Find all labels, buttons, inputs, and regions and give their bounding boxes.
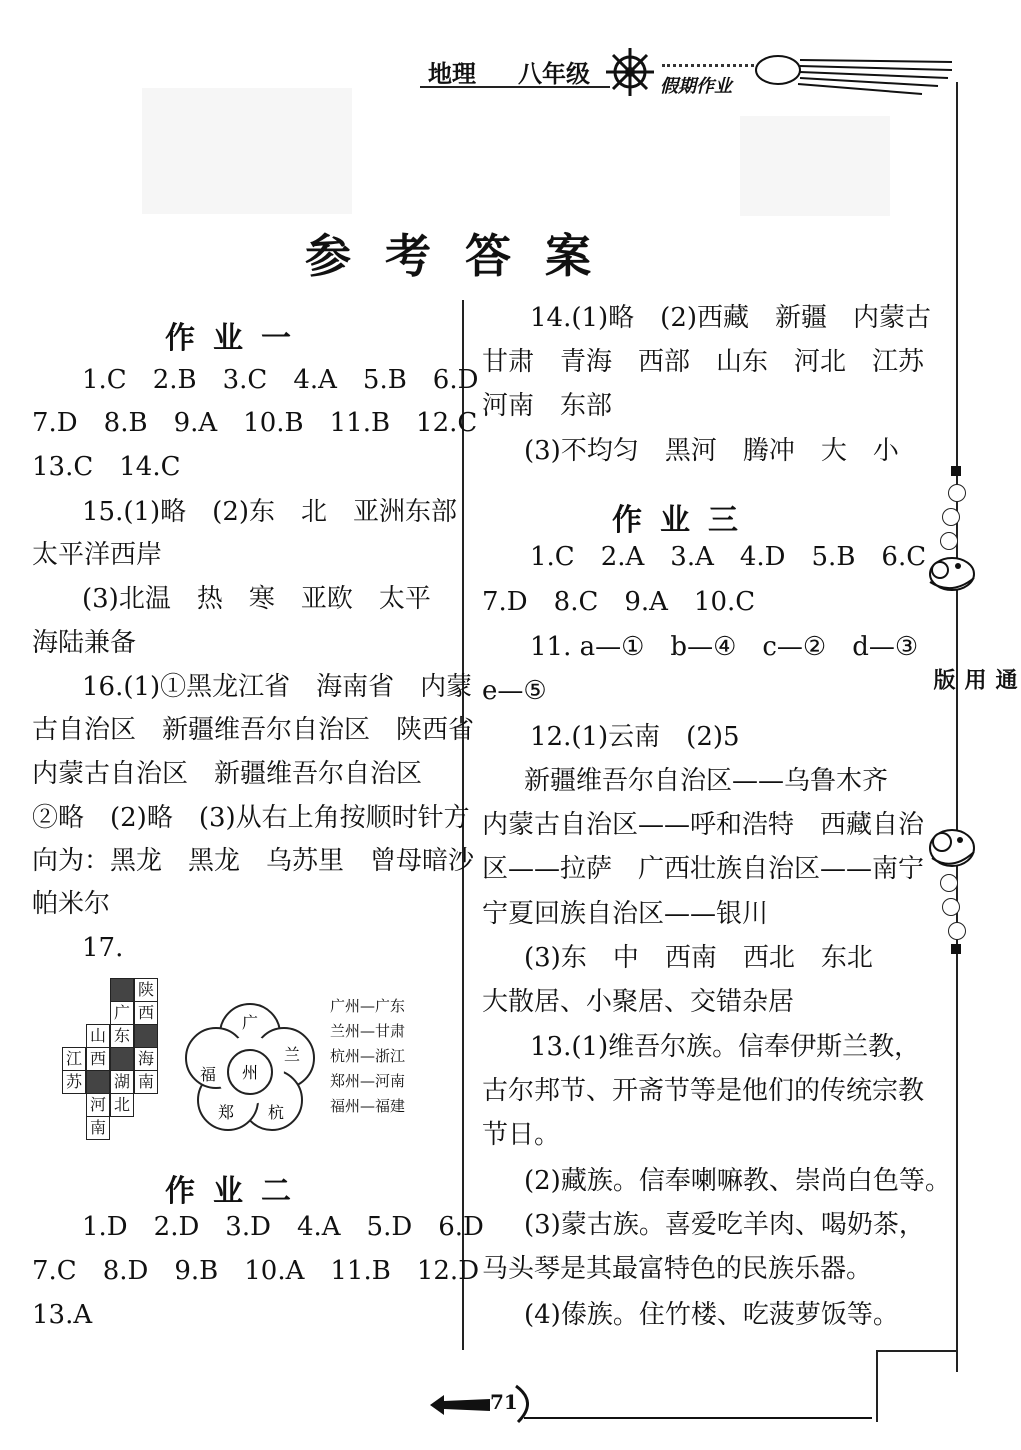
series-logo: 假期作业 <box>660 76 732 97</box>
grid-cell: 西 <box>86 1047 110 1071</box>
arrow-left-decoration-icon <box>428 1390 492 1420</box>
answer-line: 大散居、小聚居、交错杂居 <box>482 987 795 1017</box>
grid-cell: 山 <box>86 1024 110 1048</box>
grid-cell-filled <box>134 1024 158 1048</box>
answer-line: 7.C 8.D 9.B 10.A 11.B 12.D <box>32 1256 480 1286</box>
answer-line: 内蒙古自治区——呼和浩特 西藏自治 <box>482 810 925 840</box>
answer-line: 1.C 2.B 3.C 4.A 5.B 6.D <box>82 365 479 395</box>
city-pair: 郑州—河南 <box>330 1072 406 1090</box>
grid-cell-filled <box>110 1047 134 1071</box>
answer-line: 甘肃 青海 西部 山东 河北 江苏 <box>482 347 925 377</box>
header-dotted-rule <box>662 64 754 67</box>
answer-line: 向为：黑龙 黑龙 乌苏里 曾母暗沙 <box>32 846 475 876</box>
answer-line: 1.C 2.A 3.A 4.D 5.B 6.C <box>530 542 927 572</box>
answer-line: 宁夏回族自治区——银川 <box>482 899 769 929</box>
answer-line: ②略 (2)略 (3)从右上角按顺时针方 <box>32 803 470 833</box>
answer-line: 7.D 8.B 9.A 10.B 11.B 12.C <box>32 408 478 438</box>
cartoon-mascot-icon <box>918 548 980 596</box>
hw3-heading: 作业三 <box>612 503 756 538</box>
header-grade: 八年级 <box>518 59 590 88</box>
page-number: 71 <box>490 1390 518 1414</box>
answer-line: 太平洋西岸 <box>32 540 163 570</box>
answer-line: (3)东 中 西南 西北 东北 <box>524 943 873 973</box>
flower-petal-label: 兰 <box>283 1045 301 1064</box>
grid-cell: 东 <box>110 1024 134 1048</box>
grid-cell: 河 <box>86 1093 110 1117</box>
answer-line: 16.(1)①黑龙江省 海南省 内蒙 <box>82 672 473 702</box>
answer-line: 14.(1)略 (2)西藏 新疆 内蒙古 <box>530 303 932 333</box>
cartoon-mascot-icon <box>918 818 980 874</box>
answer-line: 11. a—① b—④ c—② d—③ <box>530 632 919 662</box>
flower-petal-label: 杭 <box>267 1103 285 1122</box>
answer-line: 新疆维吾尔自治区——乌鲁木齐 <box>524 766 889 796</box>
flower-petal-label: 郑 <box>217 1103 235 1122</box>
answer-line: (4)傣族。住竹楼、吃菠萝饭等。 <box>524 1300 899 1330</box>
header-subject: 地理 <box>428 59 476 88</box>
flower-diagram <box>180 1000 320 1140</box>
hw1-heading: 作业一 <box>165 321 309 356</box>
grid-cell: 湖 <box>110 1070 134 1094</box>
city-pair: 杭州—浙江 <box>330 1047 406 1065</box>
answer-line: 内蒙古自治区 新疆维吾尔自治区 <box>32 759 423 789</box>
grid-cell: 西 <box>134 1001 158 1025</box>
answer-line: 13.C 14.C <box>32 452 181 482</box>
answer-line: 古尔邦节、开斋节等是他们的传统宗教 <box>482 1076 925 1106</box>
right-frame-rule <box>956 82 958 1372</box>
answer-line: 区——拉萨 广西壮族自治区——南宁 <box>482 854 925 884</box>
answer-line: 7.D 8.C 9.A 10.C <box>482 587 756 617</box>
hw2-heading: 作业二 <box>165 1174 309 1209</box>
header-swoosh-decoration <box>752 46 962 106</box>
grid-cell: 南 <box>134 1070 158 1094</box>
circle-bullet-icon <box>948 922 966 940</box>
answer-line: 15.(1)略 (2)东 北 亚洲东部 <box>82 497 458 527</box>
grid-cell: 北 <box>110 1093 134 1117</box>
city-pair: 兰州—甘肃 <box>330 1022 406 1040</box>
footer-frame-box <box>876 1350 958 1422</box>
city-pair: 福州—福建 <box>330 1097 406 1115</box>
grid-cell: 南 <box>86 1116 110 1140</box>
circle-bullet-icon <box>942 898 960 916</box>
grid-cell: 陕 <box>134 978 158 1002</box>
answer-line: e—⑤ <box>482 676 547 706</box>
answer-line: 12.(1)云南 (2)5 <box>530 722 740 752</box>
grid-cell: 苏 <box>62 1070 86 1094</box>
edition-label: 通用版 <box>930 668 1018 704</box>
flower-petal-label: 广 <box>241 1013 259 1032</box>
grid-cell-filled <box>86 1070 110 1094</box>
answer-line: (3)蒙古族。喜爱吃羊肉、喝奶茶， <box>524 1210 925 1240</box>
ship-wheel-icon <box>604 46 656 98</box>
show-through-block <box>142 88 352 214</box>
square-bullet-icon <box>951 466 961 476</box>
answer-line: 古自治区 新疆维吾尔自治区 陕西省 <box>32 715 475 745</box>
answer-line: 帕米尔 <box>32 889 111 919</box>
answer-line: 13.(1)维吾尔族。信奉伊斯兰教， <box>530 1032 921 1062</box>
answer-line: (3)不均匀 黑河 腾冲 大 小 <box>524 436 899 466</box>
answer-line: 节日。 <box>482 1120 561 1150</box>
answer-line: 13.A <box>32 1300 93 1330</box>
answer-line: 17. <box>82 933 124 963</box>
grid-cell: 广 <box>110 1001 134 1025</box>
flower-center-label: 州 <box>241 1063 259 1082</box>
grid-cell: 海 <box>134 1047 158 1071</box>
answer-line: 海陆兼备 <box>32 628 137 658</box>
city-pair: 广州—广东 <box>330 997 406 1015</box>
circle-bullet-icon <box>940 874 958 892</box>
answer-line: 河南 东部 <box>482 391 613 421</box>
header-top-rule <box>420 86 610 88</box>
square-bullet-icon <box>951 944 961 954</box>
answer-line: (2)藏族。信奉喇嘛教、崇尚白色等。 <box>524 1166 951 1196</box>
grid-cell-filled <box>110 978 134 1002</box>
answer-line: 1.D 2.D 3.D 4.A 5.D 6.D <box>82 1212 484 1242</box>
page-title: 参考答案 <box>305 229 625 283</box>
circle-bullet-icon <box>942 508 960 526</box>
flower-petal-label: 福 <box>199 1065 217 1084</box>
answer-line: (3)北温 热 寒 亚欧 太平 <box>82 584 431 614</box>
circle-bullet-icon <box>948 484 966 502</box>
grid-cell: 江 <box>62 1047 86 1071</box>
answer-line: 马头琴是其最富特色的民族乐器。 <box>482 1254 873 1284</box>
show-through-block <box>740 116 890 216</box>
